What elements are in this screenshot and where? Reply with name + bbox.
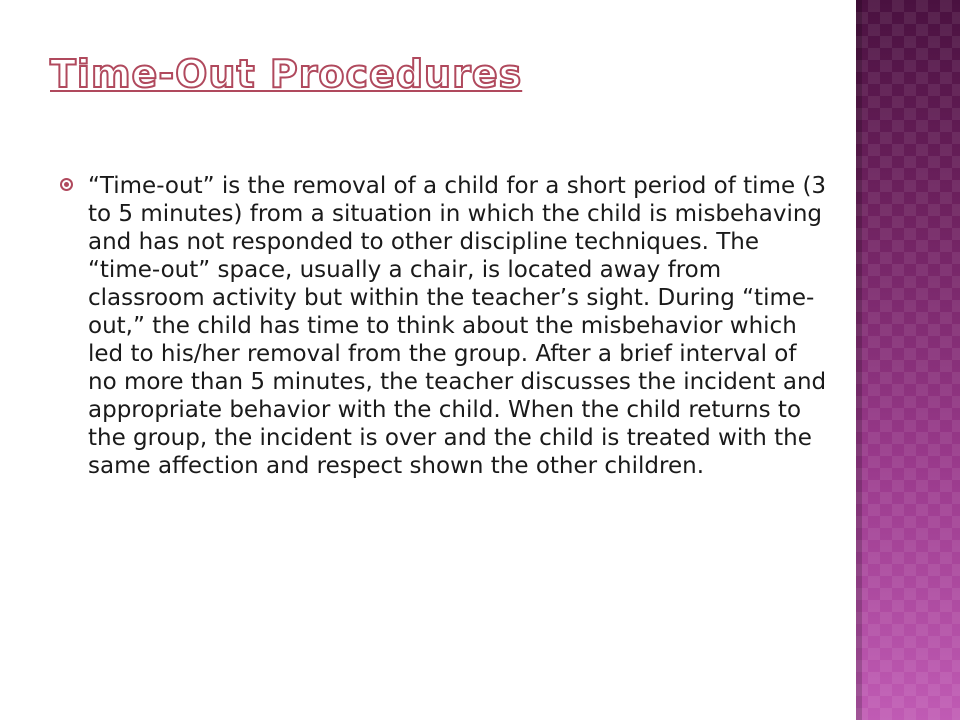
- slide-title: Time-Out Procedures: [50, 52, 523, 96]
- target-bullet-icon: [60, 178, 73, 191]
- slide-body: [60, 172, 830, 480]
- bullet-item: [60, 172, 830, 480]
- decorative-side-panel: [856, 0, 960, 720]
- bullet-text: “Time-out” is the removal of a child for a short period of time (3 to 5 minutes) from a situation in which the child is misbehaving and has not responded to other discipline techniques. The “time-out” space, usually a chair, is located away from classroom activity but within the teacher’s sight. During “time-out,” the child has time to think about the misbehavior which led to his/her removal from the group. After a brief interval of no more than 5 minutes, the teacher discusses the incident and appropriate behavior with the child. When the child returns to the group, the incident is over and the child is treated with the same affection and respect shown the other children.: [88, 173, 827, 479]
